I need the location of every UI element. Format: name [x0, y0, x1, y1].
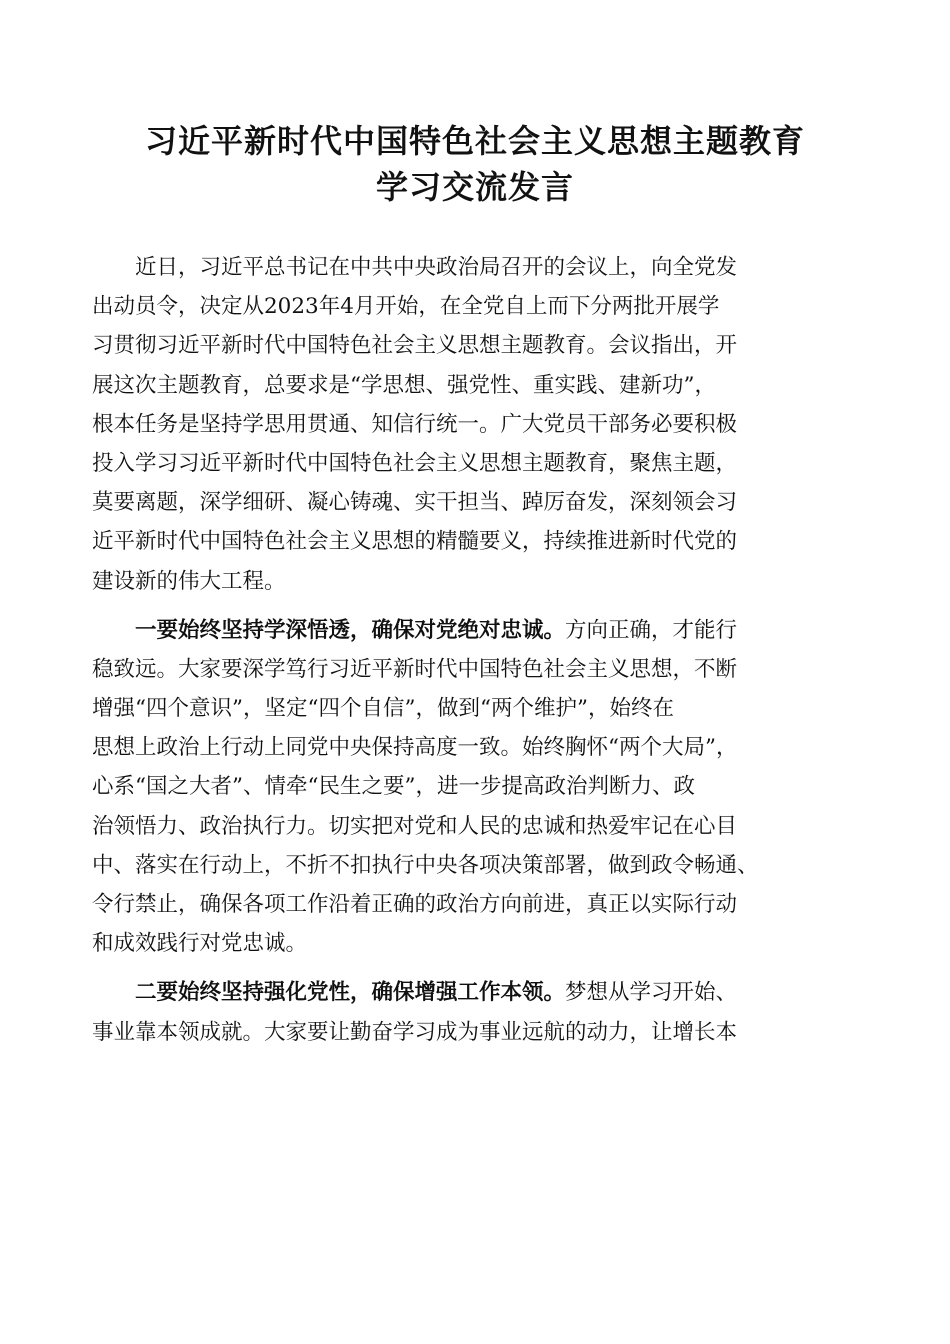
paragraph-line: 展这次主题教育，总要求是“学思想、强党性、重实践、建新功”，	[92, 372, 716, 398]
paragraph-line-text: 梦想从学习开始、	[565, 980, 738, 1006]
paragraph-line: 心系“国之大者”、情牵“民生之要”，进一步提高政治判断力、政	[92, 774, 695, 800]
paragraph-line-text: 方向正确，才能行	[565, 617, 738, 643]
paragraph-line: 根本任务是坚持学思用贯通、知信行统一。广大党员干部务必要积极	[92, 411, 738, 437]
paragraph-line: 令行禁止，确保各项工作沿着正确的政治方向前进，真正以实际行动	[92, 892, 738, 917]
paragraph-line: 出动员令，决定从2023年4月开始，在全党自上而下分两批开展学	[92, 294, 720, 320]
paragraph-heading: 二要始终坚持强化党性，确保增强工作本领。	[135, 980, 566, 1006]
document-body	[92, 248, 862, 1062]
paragraph-line: 莫要离题，深学细研、凝心铸魂、实干担当、踔厉奋发，深刻领会习	[92, 490, 738, 516]
paragraph-line: 习贯彻习近平新时代中国特色社会主义思想主题教育。会议指出，开	[92, 333, 738, 359]
paragraph-line: 稳致远。大家要深学笃行习近平新时代中国特色社会主义思想，不断	[92, 656, 738, 682]
paragraph-line: 近平新时代中国特色社会主义思想的精髓要义，持续推进新时代党的	[92, 529, 738, 555]
paragraph-line: 投入学习习近平新时代中国特色社会主义思想主题教育，聚焦主题，	[92, 450, 738, 476]
paragraph-line: 增强“四个意识”，坚定“四个自信”，做到“两个维护”，始终在	[92, 696, 674, 722]
paragraph-intro	[92, 248, 862, 601]
paragraph-line: 思想上政治上行动上同党中央保持高度一致。始终胸怀“两个大局”，	[92, 735, 738, 761]
document-title-line-2: 学习交流发言	[375, 168, 574, 206]
paragraph-line: 事业靠本领成就。大家要让勤奋学习成为事业远航的动力，让增长本	[92, 1019, 738, 1045]
paragraph-point-two	[92, 973, 862, 1051]
paragraph-line: 建设新的伟大工程。	[92, 568, 286, 594]
paragraph-heading: 一要始终坚持学深悟透，确保对党绝对忠诚。	[135, 617, 566, 643]
paragraph-first-line	[92, 973, 862, 1012]
paragraph-line: 和成效践行对党忠诚。	[92, 931, 308, 957]
document-title-line-1: 习近平新时代中国特色社会主义思想主题教育	[144, 122, 805, 160]
paragraph-line: 中、落实在行动上，不折不扣执行中央各项决策部署，做到政令畅通、	[92, 852, 759, 878]
paragraph-first-line	[92, 611, 862, 650]
paragraph-line: 治领悟力、政治执行力。切实把对党和人民的忠诚和热爱牢记在心目	[92, 813, 738, 839]
paragraph-line: 近日，习近平总书记在中共中央政治局召开的会议上，向全党发	[135, 255, 738, 280]
paragraph-point-one	[92, 611, 862, 964]
